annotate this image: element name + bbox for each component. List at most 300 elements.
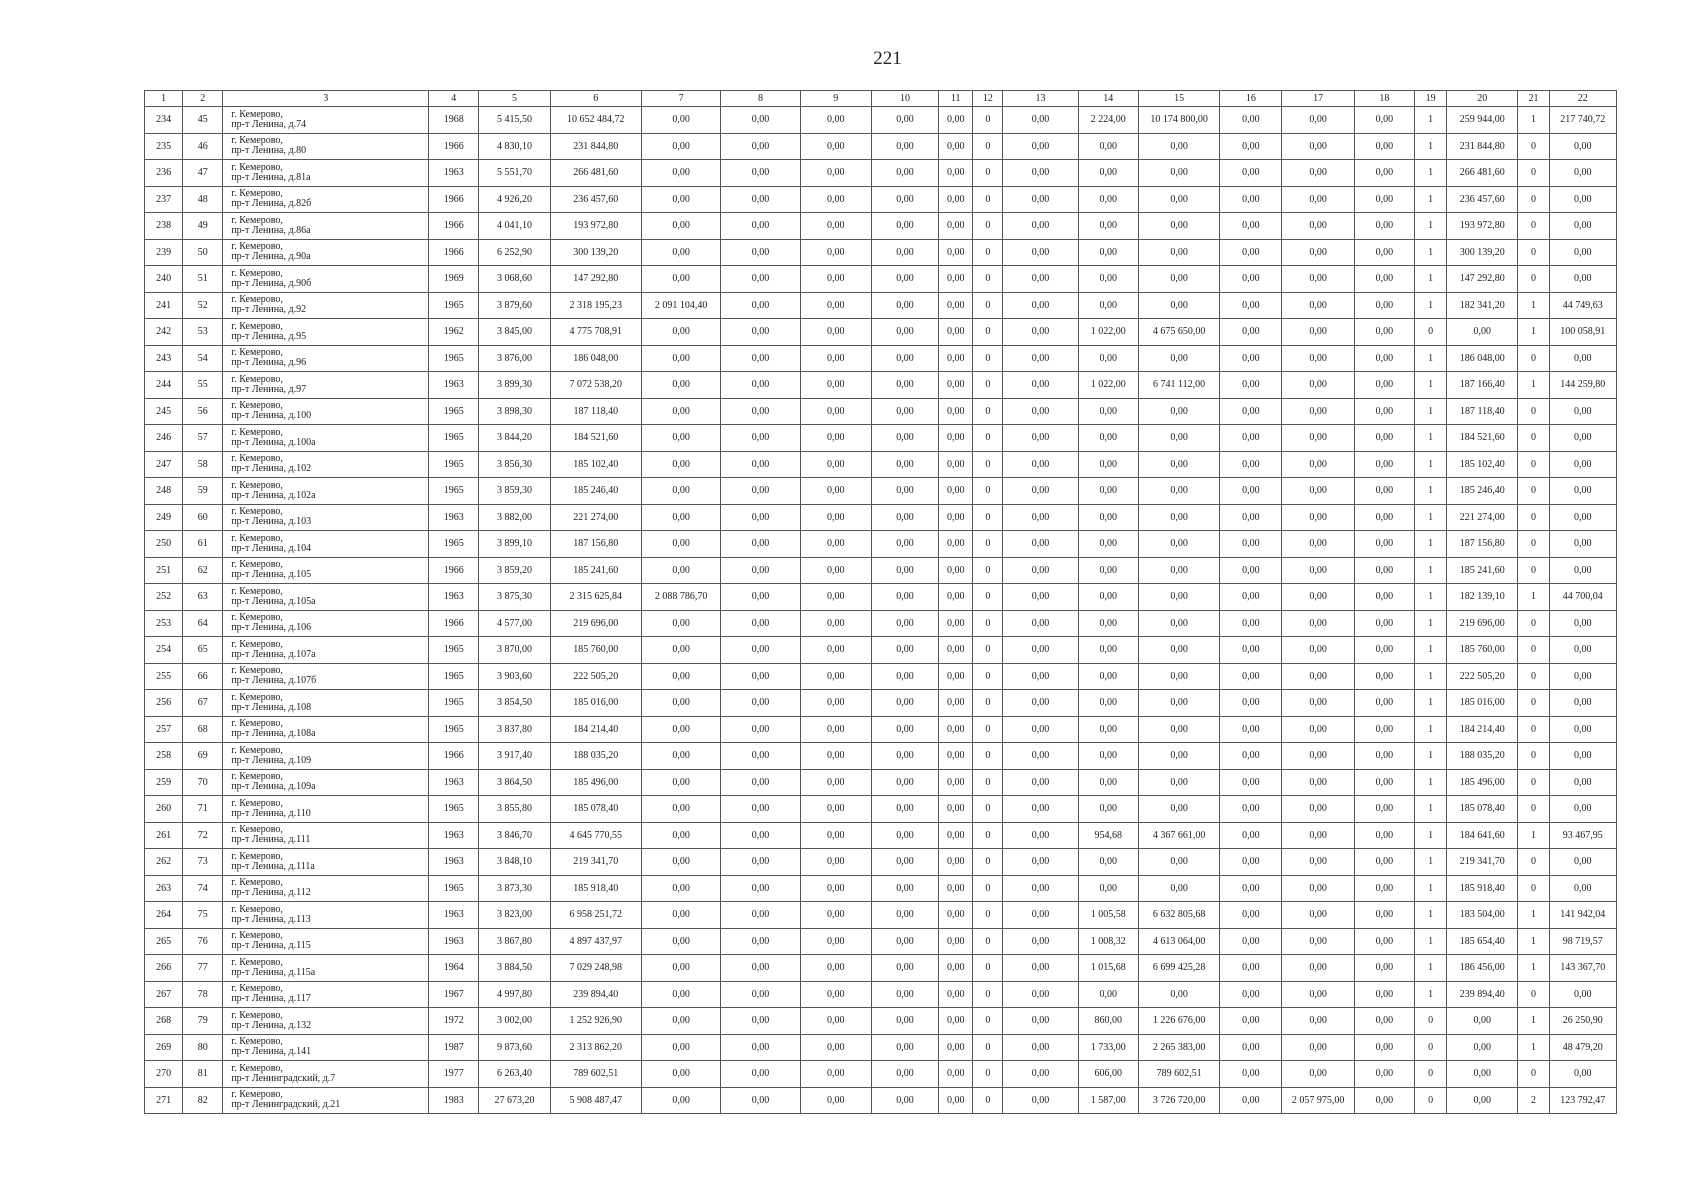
table-cell-col-16: 0,00 xyxy=(1220,398,1282,425)
table-cell-col-22: 98 719,57 xyxy=(1549,928,1616,955)
table-cell-col-18: 0,00 xyxy=(1354,531,1414,558)
table-cell-col-15: 0,00 xyxy=(1138,133,1219,160)
table-cell-col-18: 0,00 xyxy=(1354,743,1414,770)
column-header-14: 14 xyxy=(1078,91,1138,107)
table-cell-col-4: 1968 xyxy=(429,107,479,134)
table-cell-col-4: 1977 xyxy=(429,1061,479,1088)
table-cell-col-17: 0,00 xyxy=(1282,902,1354,929)
address-street: пр-т Ленина, д.117 xyxy=(231,993,311,1005)
table-cell-col-1: 243 xyxy=(145,345,183,372)
table-cell-col-16: 0,00 xyxy=(1220,743,1282,770)
table-cell-col-6: 185 246,40 xyxy=(550,478,641,505)
table-row xyxy=(145,875,1617,902)
table-cell-col-15: 0,00 xyxy=(1138,398,1219,425)
table-cell-col-16: 0,00 xyxy=(1220,319,1282,346)
address-street: пр-т Ленина, д.141 xyxy=(231,1046,312,1058)
table-cell-col-6: 2 318 195,23 xyxy=(550,292,641,319)
table-cell-col-13: 0,00 xyxy=(1003,584,1078,611)
table-cell-col-22: 0,00 xyxy=(1549,504,1616,531)
address-city: г. Кемерово, xyxy=(231,135,283,147)
table-cell-col-7: 0,00 xyxy=(641,133,720,160)
table-cell-col-15: 4 675 650,00 xyxy=(1138,319,1219,346)
table-cell-col-15: 0,00 xyxy=(1138,345,1219,372)
table-cell-col-16: 0,00 xyxy=(1220,186,1282,213)
table-cell-col-6: 185 016,00 xyxy=(550,690,641,717)
table-cell-col-5: 3 823,00 xyxy=(479,902,550,929)
table-row xyxy=(145,319,1617,346)
table-cell-col-4: 1966 xyxy=(429,133,479,160)
table-cell-col-22: 93 467,95 xyxy=(1549,822,1616,849)
table-row xyxy=(145,955,1617,982)
table-row xyxy=(145,345,1617,372)
table-cell-col-11: 0,00 xyxy=(939,239,973,266)
table-cell-col-21: 0 xyxy=(1518,690,1549,717)
table-cell-col-20: 266 481,60 xyxy=(1447,160,1518,187)
address-city: г. Кемерово, xyxy=(231,1089,283,1101)
table-cell-col-8: 0,00 xyxy=(721,796,800,823)
column-header-18: 18 xyxy=(1354,91,1414,107)
table-cell-col-6: 7 029 248,98 xyxy=(550,955,641,982)
table-cell-col-8: 0,00 xyxy=(721,451,800,478)
table-row xyxy=(145,902,1617,929)
address-cell xyxy=(223,1034,429,1061)
table-cell-col-16: 0,00 xyxy=(1220,1087,1282,1114)
table-cell-col-10: 0,00 xyxy=(871,266,938,293)
table-cell-col-11: 0,00 xyxy=(939,531,973,558)
table-cell-col-18: 0,00 xyxy=(1354,1061,1414,1088)
table-cell-col-17: 0,00 xyxy=(1282,266,1354,293)
table-cell-col-15: 6 699 425,28 xyxy=(1138,955,1219,982)
table-cell-col-19: 1 xyxy=(1415,504,1447,531)
address-street: пр-т Ленина, д.92 xyxy=(231,304,307,316)
table-cell-col-21: 1 xyxy=(1518,107,1549,134)
table-cell-col-8: 0,00 xyxy=(721,292,800,319)
address-cell xyxy=(223,796,429,823)
table-cell-col-16: 0,00 xyxy=(1220,1061,1282,1088)
table-cell-col-14: 0,00 xyxy=(1078,398,1138,425)
table-cell-col-5: 3 873,30 xyxy=(479,875,550,902)
table-cell-col-9: 0,00 xyxy=(800,1008,871,1035)
table-cell-col-5: 3 855,80 xyxy=(479,796,550,823)
table-cell-col-17: 0,00 xyxy=(1282,398,1354,425)
table-cell-col-11: 0,00 xyxy=(939,981,973,1008)
table-cell-col-10: 0,00 xyxy=(871,584,938,611)
table-cell-col-13: 0,00 xyxy=(1003,902,1078,929)
table-cell-col-4: 1963 xyxy=(429,849,479,876)
table-row xyxy=(145,690,1617,717)
table-cell-col-22: 0,00 xyxy=(1549,160,1616,187)
column-header-21: 21 xyxy=(1518,91,1549,107)
table-cell-col-6: 193 972,80 xyxy=(550,213,641,240)
address-cell xyxy=(223,266,429,293)
table-cell-col-11: 0,00 xyxy=(939,1087,973,1114)
header-row xyxy=(145,91,1617,107)
table-row xyxy=(145,557,1617,584)
table-cell-col-19: 1 xyxy=(1415,531,1447,558)
table-cell-col-6: 4 775 708,91 xyxy=(550,319,641,346)
table-cell-col-18: 0,00 xyxy=(1354,239,1414,266)
table-cell-col-14: 0,00 xyxy=(1078,663,1138,690)
table-cell-col-22: 0,00 xyxy=(1549,849,1616,876)
table-cell-col-19: 1 xyxy=(1415,743,1447,770)
table-cell-col-18: 0,00 xyxy=(1354,928,1414,955)
table-cell-col-1: 250 xyxy=(145,531,183,558)
table-cell-col-13: 0,00 xyxy=(1003,822,1078,849)
table-cell-col-1: 246 xyxy=(145,425,183,452)
table-cell-col-13: 0,00 xyxy=(1003,743,1078,770)
address-cell xyxy=(223,478,429,505)
table-cell-col-4: 1966 xyxy=(429,610,479,637)
table-cell-col-19: 1 xyxy=(1415,981,1447,1008)
table-cell-col-8: 0,00 xyxy=(721,372,800,399)
table-cell-col-5: 3 876,00 xyxy=(479,345,550,372)
address-street: пр-т Ленина, д.103 xyxy=(231,516,312,528)
table-cell-col-16: 0,00 xyxy=(1220,160,1282,187)
table-cell-col-2: 77 xyxy=(183,955,223,982)
table-cell-col-18: 0,00 xyxy=(1354,1087,1414,1114)
table-cell-col-15: 0,00 xyxy=(1138,981,1219,1008)
table-cell-col-10: 0,00 xyxy=(871,504,938,531)
table-cell-col-19: 1 xyxy=(1415,372,1447,399)
table-cell-col-7: 0,00 xyxy=(641,425,720,452)
table-cell-col-15: 0,00 xyxy=(1138,610,1219,637)
table-cell-col-8: 0,00 xyxy=(721,345,800,372)
address-city: г. Кемерово, xyxy=(231,612,283,624)
table-cell-col-7: 0,00 xyxy=(641,610,720,637)
table-cell-col-7: 0,00 xyxy=(641,822,720,849)
table-cell-col-11: 0,00 xyxy=(939,584,973,611)
table-cell-col-9: 0,00 xyxy=(800,345,871,372)
table-cell-col-17: 0,00 xyxy=(1282,610,1354,637)
address-street: пр-т Ленина, д.105а xyxy=(231,595,316,607)
table-cell-col-6: 219 341,70 xyxy=(550,849,641,876)
table-cell-col-12: 0 xyxy=(973,160,1003,187)
table-cell-col-5: 3 068,60 xyxy=(479,266,550,293)
table-cell-col-15: 0,00 xyxy=(1138,716,1219,743)
table-cell-col-6: 186 048,00 xyxy=(550,345,641,372)
address-cell xyxy=(223,928,429,955)
table-cell-col-2: 54 xyxy=(183,345,223,372)
table-cell-col-8: 0,00 xyxy=(721,690,800,717)
table-cell-col-5: 3 899,10 xyxy=(479,531,550,558)
table-cell-col-22: 0,00 xyxy=(1549,557,1616,584)
table-cell-col-4: 1965 xyxy=(429,663,479,690)
table-cell-col-10: 0,00 xyxy=(871,637,938,664)
table-cell-col-4: 1963 xyxy=(429,928,479,955)
table-cell-col-5: 9 873,60 xyxy=(479,1034,550,1061)
table-cell-col-6: 147 292,80 xyxy=(550,266,641,293)
table-cell-col-7: 0,00 xyxy=(641,716,720,743)
table-cell-col-12: 0 xyxy=(973,1087,1003,1114)
table-cell-col-21: 1 xyxy=(1518,584,1549,611)
table-cell-col-18: 0,00 xyxy=(1354,981,1414,1008)
table-cell-col-8: 0,00 xyxy=(721,637,800,664)
column-header-13: 13 xyxy=(1003,91,1078,107)
table-cell-col-1: 237 xyxy=(145,186,183,213)
table-cell-col-6: 219 696,00 xyxy=(550,610,641,637)
table-cell-col-18: 0,00 xyxy=(1354,796,1414,823)
table-cell-col-1: 235 xyxy=(145,133,183,160)
table-cell-col-5: 3 856,30 xyxy=(479,451,550,478)
table-cell-col-12: 0 xyxy=(973,107,1003,134)
table-cell-col-22: 141 942,04 xyxy=(1549,902,1616,929)
table-cell-col-15: 6 741 112,00 xyxy=(1138,372,1219,399)
address-street: пр-т Ленина, д.95 xyxy=(231,330,307,342)
address-city: г. Кемерово, xyxy=(231,400,283,412)
table-row xyxy=(145,822,1617,849)
address-street: пр-т Ленина, д.111 xyxy=(231,834,311,846)
table-cell-col-22: 0,00 xyxy=(1549,637,1616,664)
address-street: пр-т Ленина, д.105 xyxy=(231,569,312,581)
address-city: г. Кемерово, xyxy=(231,373,283,385)
table-cell-col-10: 0,00 xyxy=(871,478,938,505)
table-cell-col-17: 0,00 xyxy=(1282,769,1354,796)
table-cell-col-6: 185 496,00 xyxy=(550,769,641,796)
table-cell-col-8: 0,00 xyxy=(721,716,800,743)
address-city: г. Кемерово, xyxy=(231,824,283,836)
address-city: г. Кемерово, xyxy=(231,320,283,332)
address-cell xyxy=(223,319,429,346)
table-row xyxy=(145,292,1617,319)
table-cell-col-11: 0,00 xyxy=(939,1034,973,1061)
table-cell-col-21: 0 xyxy=(1518,531,1549,558)
table-cell-col-12: 0 xyxy=(973,610,1003,637)
table-cell-col-14: 0,00 xyxy=(1078,769,1138,796)
housing-registry-table xyxy=(144,90,1617,1114)
table-cell-col-9: 0,00 xyxy=(800,584,871,611)
table-cell-col-19: 1 xyxy=(1415,398,1447,425)
table-cell-col-22: 0,00 xyxy=(1549,451,1616,478)
table-cell-col-16: 0,00 xyxy=(1220,1034,1282,1061)
table-cell-col-17: 0,00 xyxy=(1282,504,1354,531)
table-cell-col-14: 1 022,00 xyxy=(1078,319,1138,346)
table-cell-col-10: 0,00 xyxy=(871,981,938,1008)
table-cell-col-11: 0,00 xyxy=(939,186,973,213)
table-cell-col-14: 0,00 xyxy=(1078,610,1138,637)
table-cell-col-2: 55 xyxy=(183,372,223,399)
table-cell-col-12: 0 xyxy=(973,372,1003,399)
table-cell-col-8: 0,00 xyxy=(721,239,800,266)
table-cell-col-21: 0 xyxy=(1518,213,1549,240)
table-cell-col-1: 244 xyxy=(145,372,183,399)
table-cell-col-19: 1 xyxy=(1415,451,1447,478)
table-cell-col-9: 0,00 xyxy=(800,266,871,293)
address-cell xyxy=(223,743,429,770)
address-cell xyxy=(223,345,429,372)
table-cell-col-5: 3 846,70 xyxy=(479,822,550,849)
address-city: г. Кемерово, xyxy=(231,903,283,915)
table-cell-col-8: 0,00 xyxy=(721,425,800,452)
table-cell-col-14: 606,00 xyxy=(1078,1061,1138,1088)
table-cell-col-16: 0,00 xyxy=(1220,239,1282,266)
table-cell-col-13: 0,00 xyxy=(1003,769,1078,796)
table-cell-col-12: 0 xyxy=(973,557,1003,584)
table-cell-col-4: 1966 xyxy=(429,239,479,266)
table-cell-col-8: 0,00 xyxy=(721,478,800,505)
table-cell-col-22: 0,00 xyxy=(1549,663,1616,690)
table-cell-col-18: 0,00 xyxy=(1354,451,1414,478)
table-cell-col-16: 0,00 xyxy=(1220,981,1282,1008)
address-street: пр-т Ленина, д.110 xyxy=(231,807,311,819)
table-cell-col-10: 0,00 xyxy=(871,451,938,478)
table-cell-col-22: 48 479,20 xyxy=(1549,1034,1616,1061)
table-cell-col-7: 0,00 xyxy=(641,557,720,584)
table-cell-col-12: 0 xyxy=(973,292,1003,319)
table-row xyxy=(145,531,1617,558)
table-cell-col-17: 0,00 xyxy=(1282,213,1354,240)
table-cell-col-6: 231 844,80 xyxy=(550,133,641,160)
table-cell-col-22: 0,00 xyxy=(1549,981,1616,1008)
table-cell-col-10: 0,00 xyxy=(871,849,938,876)
table-cell-col-5: 27 673,20 xyxy=(479,1087,550,1114)
table-cell-col-2: 69 xyxy=(183,743,223,770)
table-cell-col-17: 0,00 xyxy=(1282,743,1354,770)
table-cell-col-1: 236 xyxy=(145,160,183,187)
table-cell-col-17: 0,00 xyxy=(1282,345,1354,372)
table-cell-col-7: 0,00 xyxy=(641,478,720,505)
table-cell-col-16: 0,00 xyxy=(1220,822,1282,849)
table-cell-col-16: 0,00 xyxy=(1220,928,1282,955)
table-cell-col-1: 238 xyxy=(145,213,183,240)
table-cell-col-14: 1 015,68 xyxy=(1078,955,1138,982)
table-cell-col-6: 6 958 251,72 xyxy=(550,902,641,929)
table-cell-col-15: 0,00 xyxy=(1138,478,1219,505)
table-cell-col-12: 0 xyxy=(973,504,1003,531)
table-cell-col-13: 0,00 xyxy=(1003,239,1078,266)
table-cell-col-20: 219 341,70 xyxy=(1447,849,1518,876)
address-cell xyxy=(223,107,429,134)
table-cell-col-2: 73 xyxy=(183,849,223,876)
table-cell-col-12: 0 xyxy=(973,425,1003,452)
table-cell-col-21: 0 xyxy=(1518,504,1549,531)
table-cell-col-20: 185 654,40 xyxy=(1447,928,1518,955)
column-header-6: 6 xyxy=(550,91,641,107)
table-cell-col-11: 0,00 xyxy=(939,213,973,240)
table-cell-col-12: 0 xyxy=(973,1034,1003,1061)
address-cell xyxy=(223,133,429,160)
table-cell-col-8: 0,00 xyxy=(721,822,800,849)
table-cell-col-21: 1 xyxy=(1518,1034,1549,1061)
table-cell-col-18: 0,00 xyxy=(1354,902,1414,929)
table-cell-col-10: 0,00 xyxy=(871,160,938,187)
table-row xyxy=(145,478,1617,505)
table-cell-col-12: 0 xyxy=(973,133,1003,160)
table-cell-col-20: 300 139,20 xyxy=(1447,239,1518,266)
table-cell-col-4: 1965 xyxy=(429,531,479,558)
table-cell-col-2: 70 xyxy=(183,769,223,796)
address-cell xyxy=(223,955,429,982)
column-header-3: 3 xyxy=(223,91,429,107)
address-street: пр-т Ленина, д.106 xyxy=(231,622,312,634)
table-cell-col-13: 0,00 xyxy=(1003,716,1078,743)
table-cell-col-13: 0,00 xyxy=(1003,451,1078,478)
table-cell-col-18: 0,00 xyxy=(1354,1008,1414,1035)
table-cell-col-8: 0,00 xyxy=(721,981,800,1008)
table-cell-col-21: 0 xyxy=(1518,425,1549,452)
address-street: пр-т Ленина, д.86а xyxy=(231,224,311,236)
table-cell-col-7: 0,00 xyxy=(641,451,720,478)
table-cell-col-8: 0,00 xyxy=(721,1034,800,1061)
table-row xyxy=(145,1008,1617,1035)
table-cell-col-20: 236 457,60 xyxy=(1447,186,1518,213)
table-cell-col-1: 239 xyxy=(145,239,183,266)
table-cell-col-20: 187 156,80 xyxy=(1447,531,1518,558)
table-cell-col-20: 259 944,00 xyxy=(1447,107,1518,134)
table-cell-col-12: 0 xyxy=(973,716,1003,743)
table-cell-col-12: 0 xyxy=(973,531,1003,558)
table-cell-col-9: 0,00 xyxy=(800,292,871,319)
table-cell-col-17: 0,00 xyxy=(1282,981,1354,1008)
table-cell-col-1: 234 xyxy=(145,107,183,134)
table-cell-col-17: 0,00 xyxy=(1282,716,1354,743)
table-cell-col-1: 251 xyxy=(145,557,183,584)
table-cell-col-19: 1 xyxy=(1415,822,1447,849)
table-cell-col-1: 241 xyxy=(145,292,183,319)
table-cell-col-19: 1 xyxy=(1415,690,1447,717)
table-cell-col-14: 1 022,00 xyxy=(1078,372,1138,399)
table-cell-col-9: 0,00 xyxy=(800,398,871,425)
table-cell-col-11: 0,00 xyxy=(939,345,973,372)
table-cell-col-22: 0,00 xyxy=(1549,875,1616,902)
table-cell-col-4: 1966 xyxy=(429,186,479,213)
table-cell-col-19: 0 xyxy=(1415,1034,1447,1061)
table-row xyxy=(145,1034,1617,1061)
table-cell-col-19: 1 xyxy=(1415,796,1447,823)
table-cell-col-16: 0,00 xyxy=(1220,292,1282,319)
table-cell-col-20: 185 078,40 xyxy=(1447,796,1518,823)
table-cell-col-21: 0 xyxy=(1518,186,1549,213)
table-cell-col-5: 4 926,20 xyxy=(479,186,550,213)
table-cell-col-8: 0,00 xyxy=(721,133,800,160)
table-cell-col-4: 1965 xyxy=(429,716,479,743)
table-cell-col-17: 0,00 xyxy=(1282,663,1354,690)
table-cell-col-20: 187 118,40 xyxy=(1447,398,1518,425)
table-cell-col-18: 0,00 xyxy=(1354,769,1414,796)
table-cell-col-13: 0,00 xyxy=(1003,266,1078,293)
table-row xyxy=(145,849,1617,876)
table-cell-col-18: 0,00 xyxy=(1354,849,1414,876)
table-cell-col-13: 0,00 xyxy=(1003,425,1078,452)
table-cell-col-8: 0,00 xyxy=(721,769,800,796)
column-header-9: 9 xyxy=(800,91,871,107)
table-cell-col-5: 3 903,60 xyxy=(479,663,550,690)
table-cell-col-15: 6 632 805,68 xyxy=(1138,902,1219,929)
table-cell-col-9: 0,00 xyxy=(800,186,871,213)
address-street: пр-т Ленинградский, д.7 xyxy=(231,1072,336,1084)
table-cell-col-13: 0,00 xyxy=(1003,1061,1078,1088)
table-cell-col-16: 0,00 xyxy=(1220,769,1282,796)
table-row xyxy=(145,981,1617,1008)
column-header-10: 10 xyxy=(871,91,938,107)
table-cell-col-8: 0,00 xyxy=(721,160,800,187)
table-cell-col-12: 0 xyxy=(973,637,1003,664)
table-cell-col-12: 0 xyxy=(973,875,1003,902)
table-cell-col-13: 0,00 xyxy=(1003,1087,1078,1114)
address-street: пр-т Ленина, д.81а xyxy=(231,171,311,183)
table-cell-col-18: 0,00 xyxy=(1354,398,1414,425)
table-cell-col-13: 0,00 xyxy=(1003,186,1078,213)
table-cell-col-17: 0,00 xyxy=(1282,875,1354,902)
table-cell-col-9: 0,00 xyxy=(800,610,871,637)
table-cell-col-15: 10 174 800,00 xyxy=(1138,107,1219,134)
table-cell-col-17: 0,00 xyxy=(1282,133,1354,160)
table-cell-col-14: 0,00 xyxy=(1078,292,1138,319)
table-cell-col-14: 0,00 xyxy=(1078,557,1138,584)
table-cell-col-13: 0,00 xyxy=(1003,213,1078,240)
table-cell-col-18: 0,00 xyxy=(1354,716,1414,743)
table-cell-col-11: 0,00 xyxy=(939,769,973,796)
address-city: г. Кемерово, xyxy=(231,108,283,120)
